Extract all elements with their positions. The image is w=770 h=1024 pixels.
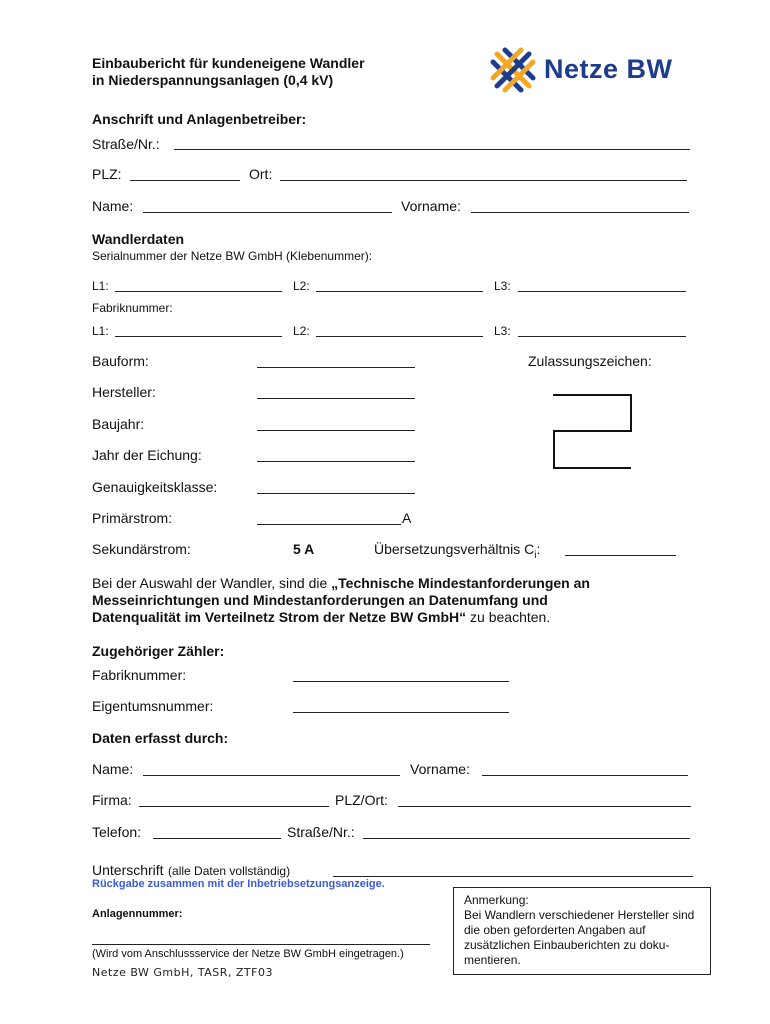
approval-mark-label: Zulassungszeichen: <box>528 353 652 369</box>
operator-name-field[interactable] <box>143 212 392 213</box>
primaer-label: Primärstrom: <box>92 510 173 526</box>
operator-heading: Anschrift und Anlagenbetreiber: <box>92 111 307 127</box>
hersteller-label: Hersteller: <box>92 384 156 400</box>
recorded-name-label: Name: <box>92 761 134 777</box>
recorded-vorname-field[interactable] <box>482 775 688 776</box>
recorded-street-label: Straße/Nr.: <box>287 824 355 840</box>
footer-text: Netze BW GmbH, TASR, ZTF03 <box>92 966 273 979</box>
document-title-line2: in Niederspannungsanlagen (0,4 kV) <box>92 72 334 88</box>
eichung-field[interactable] <box>257 461 415 462</box>
remark-text: Bei Wandlern verschiedener Hersteller sind die oben geforderten Angaben auf zusätzlichen Einbauberichten zu doku-mentieren. <box>464 908 695 967</box>
eichung-label: Jahr der Eichung: <box>92 447 202 463</box>
baujahr-field[interactable] <box>257 430 415 431</box>
recorded-name-field[interactable] <box>143 775 400 776</box>
bauform-field[interactable] <box>257 367 415 368</box>
hersteller-field[interactable] <box>257 398 415 399</box>
genauigkeit-label: Genauigkeitsklasse: <box>92 479 218 495</box>
plant-number-hint: (Wird vom Anschlussservice der Netze BW GmbH eingetragen.) <box>92 948 404 960</box>
ratio-label: Übersetzungsverhältnis $C_i$: <box>374 541 541 561</box>
meter-factory-field[interactable] <box>293 681 509 682</box>
operator-name-label: Name: <box>92 198 134 214</box>
signature-label: Unterschrift (alle Daten vollständig) <box>92 862 291 878</box>
plant-number-field[interactable] <box>92 944 430 945</box>
netze-bw-logo-icon <box>489 46 537 94</box>
serial-l1-field[interactable] <box>115 291 282 292</box>
recorded-telefon-label: Telefon: <box>92 824 142 840</box>
operator-street-label: Straße/Nr.: <box>92 136 160 152</box>
operator-ort-field[interactable] <box>280 180 687 181</box>
serial-l2-label: L2: <box>293 279 310 293</box>
recorded-firma-label: Firma: <box>92 792 132 808</box>
serial-l3-label: L3: <box>494 279 511 293</box>
netze-bw-logo-text: Netze BW <box>544 54 673 84</box>
meter-owner-label: Eigentumsnummer: <box>92 698 214 714</box>
factory-l2-field[interactable] <box>316 336 483 337</box>
serial-l1-label: L1: <box>92 279 109 293</box>
notice-line2: Messeinrichtungen und Mindestanforderungen an Datenumfang und <box>92 592 548 608</box>
factory-l1-field[interactable] <box>115 336 282 337</box>
primaer-field[interactable] <box>257 524 401 525</box>
approval-mark-frame <box>553 394 633 470</box>
recorded-telefon-field[interactable] <box>153 838 281 839</box>
meter-owner-field[interactable] <box>293 712 509 713</box>
serial-l3-field[interactable] <box>518 291 686 292</box>
recorded-plzort-field[interactable] <box>398 806 691 807</box>
primaer-unit: A <box>402 510 412 526</box>
operator-vorname-field[interactable] <box>471 212 689 213</box>
remark-title: Anmerkung: <box>464 893 529 907</box>
recorded-street-field[interactable] <box>363 838 690 839</box>
recorded-plzort-label: PLZ/Ort: <box>335 792 388 808</box>
recorded-firma-field[interactable] <box>139 806 329 807</box>
ratio-field[interactable] <box>565 555 676 556</box>
sekundaer-value: 5 A <box>293 541 315 557</box>
recorded-vorname-label: Vorname: <box>410 761 470 777</box>
operator-street-field[interactable] <box>174 149 690 150</box>
baujahr-label: Baujahr: <box>92 416 145 432</box>
operator-vorname-label: Vorname: <box>401 198 461 214</box>
factory-l1-label: L1: <box>92 324 109 338</box>
recorded-heading: Daten erfasst durch: <box>92 730 229 746</box>
factory-l3-label: L3: <box>494 324 511 338</box>
factory-l2-label: L2: <box>293 324 310 338</box>
document-title-line1: Einbaubericht für kundeneigene Wandler <box>92 55 365 71</box>
notice-line3: Datenqualität im Verteilnetz Strom der Netze BW GmbH“ zu beachten. <box>92 609 551 625</box>
notice-line1: Bei der Auswahl der Wandler, sind die „Technische Mindestanforderungen an <box>92 575 590 591</box>
meter-heading: Zugehöriger Zähler: <box>92 643 225 659</box>
plant-number-label: Anlagennummer: <box>92 908 183 920</box>
transformer-heading: Wandlerdaten <box>92 231 185 247</box>
meter-factory-label: Fabriknummer: <box>92 667 187 683</box>
factory-number-label: Fabriknummer: <box>92 301 173 315</box>
bauform-label: Bauform: <box>92 353 149 369</box>
return-note: Rückgabe zusammen mit der Inbetriebsetzungsanzeige. <box>92 878 385 890</box>
operator-ort-label: Ort: <box>249 166 273 182</box>
serial-l2-field[interactable] <box>316 291 483 292</box>
genauigkeit-field[interactable] <box>257 493 415 494</box>
serial-number-label: Serialnummer der Netze BW GmbH (Klebenummer): <box>92 249 373 263</box>
sekundaer-label: Sekundärstrom: <box>92 541 191 557</box>
operator-plz-field[interactable] <box>130 180 240 181</box>
factory-l3-field[interactable] <box>518 336 686 337</box>
signature-field[interactable] <box>333 876 693 877</box>
remark-box <box>453 887 711 975</box>
operator-plz-label: PLZ: <box>92 166 122 182</box>
